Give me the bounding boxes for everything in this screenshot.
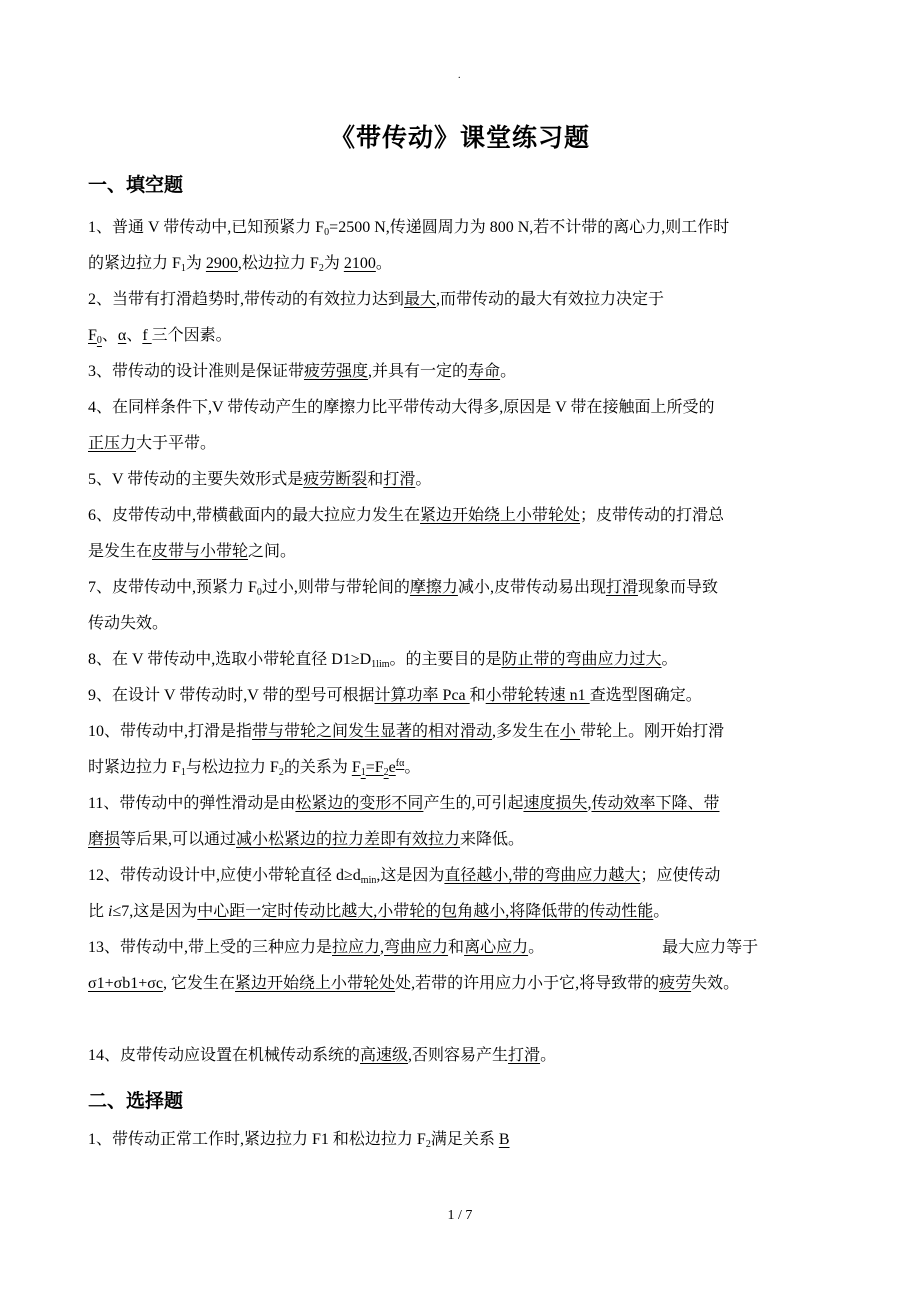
- answer-text: 正压力: [88, 435, 137, 452]
- question-text: ,这是因为: [376, 867, 445, 884]
- page-number: 1 / 7: [447, 1208, 473, 1223]
- answer-text: f: [142, 327, 152, 344]
- question-line: [88, 210, 838, 246]
- question-text: 查选型图确定。: [589, 687, 702, 704]
- question-line: [88, 246, 838, 282]
- question-line: [88, 498, 838, 534]
- answer-text: 防止带的弯曲应力过大: [501, 651, 662, 668]
- question-text: 。的主要目的是: [389, 651, 502, 668]
- answer-text: e: [388, 759, 396, 776]
- question-text: 。: [404, 759, 421, 776]
- question-line: [88, 966, 838, 1002]
- question-text: 12、带传动设计中,应使小带轮直径 d≥d: [88, 867, 361, 884]
- answer-text: 减小松紧边的拉力差即有效拉力: [236, 831, 461, 848]
- question-text: 2、当带有打滑趋势时,带传动的有效拉力达到: [88, 291, 405, 308]
- answer-text: 松紧边的变形不同: [295, 795, 424, 812]
- question-text: 。: [661, 651, 678, 668]
- answer-text: 疲劳: [659, 975, 692, 992]
- question-text: 传动失效。: [88, 615, 169, 632]
- question-text: ；皮带传动的打滑总: [580, 507, 725, 524]
- question-text: 等后果,可以通过: [120, 831, 237, 848]
- question-line: [88, 858, 838, 894]
- question-line: [88, 462, 838, 498]
- question-text: 和: [448, 939, 465, 956]
- document-title: 《带传动》课堂练习题: [329, 123, 590, 152]
- question-text: 4、在同样条件下,V 带传动产生的摩擦力比平带传动大得多,原因是 V 带在接触面上所受的: [88, 399, 715, 416]
- question-text: 。: [540, 1047, 557, 1064]
- question-text: 为: [185, 255, 206, 272]
- question-text: 2: [278, 767, 284, 778]
- answer-text: 摩擦力: [409, 579, 458, 596]
- section-heading-choice: 二、选择题: [88, 1090, 184, 1112]
- question-text: ；应使传动: [640, 867, 721, 884]
- question-text: 1、普通 V 带传动中,已知预紧力 F: [88, 219, 325, 236]
- question-text: 之间。: [248, 543, 297, 560]
- question-text: 的紧边拉力 F: [88, 255, 181, 272]
- question-text: 3、带传动的设计准则是保证带: [88, 363, 305, 380]
- question-text: 7、皮带传动中,预紧力 F: [88, 579, 257, 596]
- question-text: 与松边拉力 F: [185, 759, 279, 776]
- question-line: [88, 534, 838, 570]
- answer-text: 2: [383, 767, 389, 778]
- question-text: ,并具有一定的: [368, 363, 469, 380]
- answer-text: 打滑: [383, 471, 416, 488]
- question-text: 1: [180, 767, 186, 778]
- question-text: 5、V 带传动的主要失效形式是: [88, 471, 304, 488]
- answer-text: 紧边开始绕上小带轮处: [420, 507, 581, 524]
- question-text: 。: [500, 363, 517, 380]
- header-dot: .: [458, 70, 461, 81]
- answer-text: 弯曲应力: [384, 939, 449, 956]
- question-text: 来降低。: [460, 831, 525, 848]
- question-line: [88, 894, 838, 930]
- question-line: [88, 1002, 838, 1038]
- question-text: 11、带传动中的弹性滑动是由: [88, 795, 296, 812]
- answer-text: 0: [96, 335, 102, 346]
- question-text: 10、带传动中,打滑是指: [88, 723, 253, 740]
- question-text: 。: [375, 255, 392, 272]
- question-text: 0: [256, 587, 262, 598]
- question-text: 过小,则带与带轮间的: [261, 579, 410, 596]
- question-text: 14、皮带传动应设置在机械传动系统的: [88, 1047, 361, 1064]
- question-text: ≤7,这是因为: [112, 903, 198, 920]
- question-text: 减小,皮带传动易出现: [457, 579, 606, 596]
- question-line: [88, 930, 838, 966]
- answer-text: fα: [395, 758, 405, 769]
- answer-text: 最大: [404, 291, 437, 308]
- answer-text: σ1+σb1+σc: [88, 975, 164, 992]
- question-text: ,否则容易产生: [408, 1047, 509, 1064]
- question-text: 时紧边拉力 F: [88, 759, 181, 776]
- question-text: 和: [469, 687, 486, 704]
- question-text: ,松边拉力 F: [237, 255, 319, 272]
- question-line: [88, 606, 838, 642]
- answer-text: B: [498, 1131, 510, 1148]
- question-text: ,: [380, 939, 385, 956]
- question-line: [88, 570, 838, 606]
- answer-text: 疲劳强度: [304, 363, 369, 380]
- question-line: [88, 642, 838, 678]
- answer-text: 打滑: [605, 579, 638, 596]
- question-text: 9、在设计 V 带传动时,V 带的型号可根据: [88, 687, 375, 704]
- answer-text: 拉应力: [332, 939, 381, 956]
- answer-text: 2900: [205, 255, 238, 272]
- answer-text: 疲劳断裂: [303, 471, 368, 488]
- question-text: 1lim: [371, 659, 390, 670]
- question-line: [88, 354, 838, 390]
- question-text: ,而带传动的最大有效拉力决定于: [436, 291, 665, 308]
- question-text: 2: [318, 263, 324, 274]
- question-text: 处,若带的许用应力小于它,将导致带的: [395, 975, 660, 992]
- question-text: ,: [587, 795, 592, 812]
- answer-text: 高速级: [360, 1047, 409, 1064]
- answer-text: 传动效率下降、带: [591, 795, 720, 812]
- fill-in-questions: [88, 210, 838, 1074]
- question-text: 为: [323, 255, 344, 272]
- section-heading-fill-in: 一、填空题: [88, 174, 184, 196]
- answer-text: 中心距一定时传动比越大,小带轮的包角越小,将降低带的传动性能: [197, 903, 654, 920]
- answer-text: 皮带与小带轮: [152, 543, 249, 560]
- question-text: 。: [415, 471, 432, 488]
- question-text: 6、皮带传动中,带横截面内的最大拉应力发生在: [88, 507, 421, 524]
- answer-text: F: [88, 327, 97, 344]
- answer-text: =F: [365, 759, 384, 776]
- question-line: [88, 390, 838, 426]
- answer-text: 速度损失: [523, 795, 588, 812]
- question-text: 是发生在: [88, 543, 153, 560]
- question-line: [88, 786, 838, 822]
- answer-text: 2100: [343, 255, 376, 272]
- question-text: 8、在 V 带传动中,选取小带轮直径 D1≥D: [88, 651, 372, 668]
- question-text: 、: [101, 327, 118, 344]
- question-line: [88, 282, 838, 318]
- question-text: 。: [653, 903, 670, 920]
- answer-text: 打滑: [508, 1047, 541, 1064]
- answer-text: 1: [360, 767, 366, 778]
- choice-questions: [88, 1122, 838, 1158]
- answer-text: 磨损: [88, 831, 121, 848]
- question-text: 满足关系: [430, 1131, 499, 1148]
- question-text: min: [360, 875, 377, 886]
- question-text: 带轮上。刚开始打滑: [580, 723, 725, 740]
- question-text: 的关系为: [283, 759, 352, 776]
- question-line: [88, 714, 838, 750]
- question-line: [88, 426, 838, 462]
- question-text: 和: [367, 471, 384, 488]
- question-text: 三个因素。: [151, 327, 232, 344]
- question-text: i: [108, 903, 113, 920]
- question-line: [88, 318, 838, 354]
- question-text: 0: [324, 227, 330, 238]
- question-line: [88, 822, 838, 858]
- answer-text: 寿命: [468, 363, 501, 380]
- answer-text: 带与带轮之间发生显著的相对滑动: [252, 723, 493, 740]
- question-text: =2500 N,传递圆周力为 800 N,若不计带的离心力,则工作时: [329, 219, 730, 236]
- question-text: 。: [528, 939, 545, 956]
- answer-text: F: [351, 759, 361, 776]
- question-line: [88, 750, 838, 786]
- answer-text: 计算功率 Pca: [374, 687, 470, 704]
- question-text: 2: [425, 1139, 431, 1150]
- question-text: 1、带传动正常工作时,紧边拉力 F1 和松边拉力 F: [88, 1131, 426, 1148]
- answer-text: α: [117, 327, 127, 344]
- answer-text: 紧边开始绕上小带轮处: [235, 975, 396, 992]
- answer-text: 小带轮转速 n1: [485, 687, 590, 704]
- question-text: 1: [180, 263, 186, 274]
- answer-text: 直径越小,带的弯曲应力越大: [444, 867, 641, 884]
- question-text: 大于平带。: [136, 435, 217, 452]
- question-text: 13、带传动中,带上受的三种应力是: [88, 939, 333, 956]
- answer-text: 小: [560, 723, 581, 740]
- question-text: 现象而导致: [637, 579, 718, 596]
- question-text: 比: [88, 903, 109, 920]
- question-text: 、: [126, 327, 143, 344]
- question-text: ,多发生在: [492, 723, 561, 740]
- answer-text: 离心应力: [464, 939, 529, 956]
- question-line: [88, 1038, 838, 1074]
- question-text: 产生的,可引起: [423, 795, 524, 812]
- question-line: [88, 678, 838, 714]
- question-line: [88, 1122, 838, 1158]
- question-text: 失效。: [691, 975, 740, 992]
- question-text: , 它发生在: [163, 975, 236, 992]
- question-text: 最大应力等于: [662, 939, 759, 956]
